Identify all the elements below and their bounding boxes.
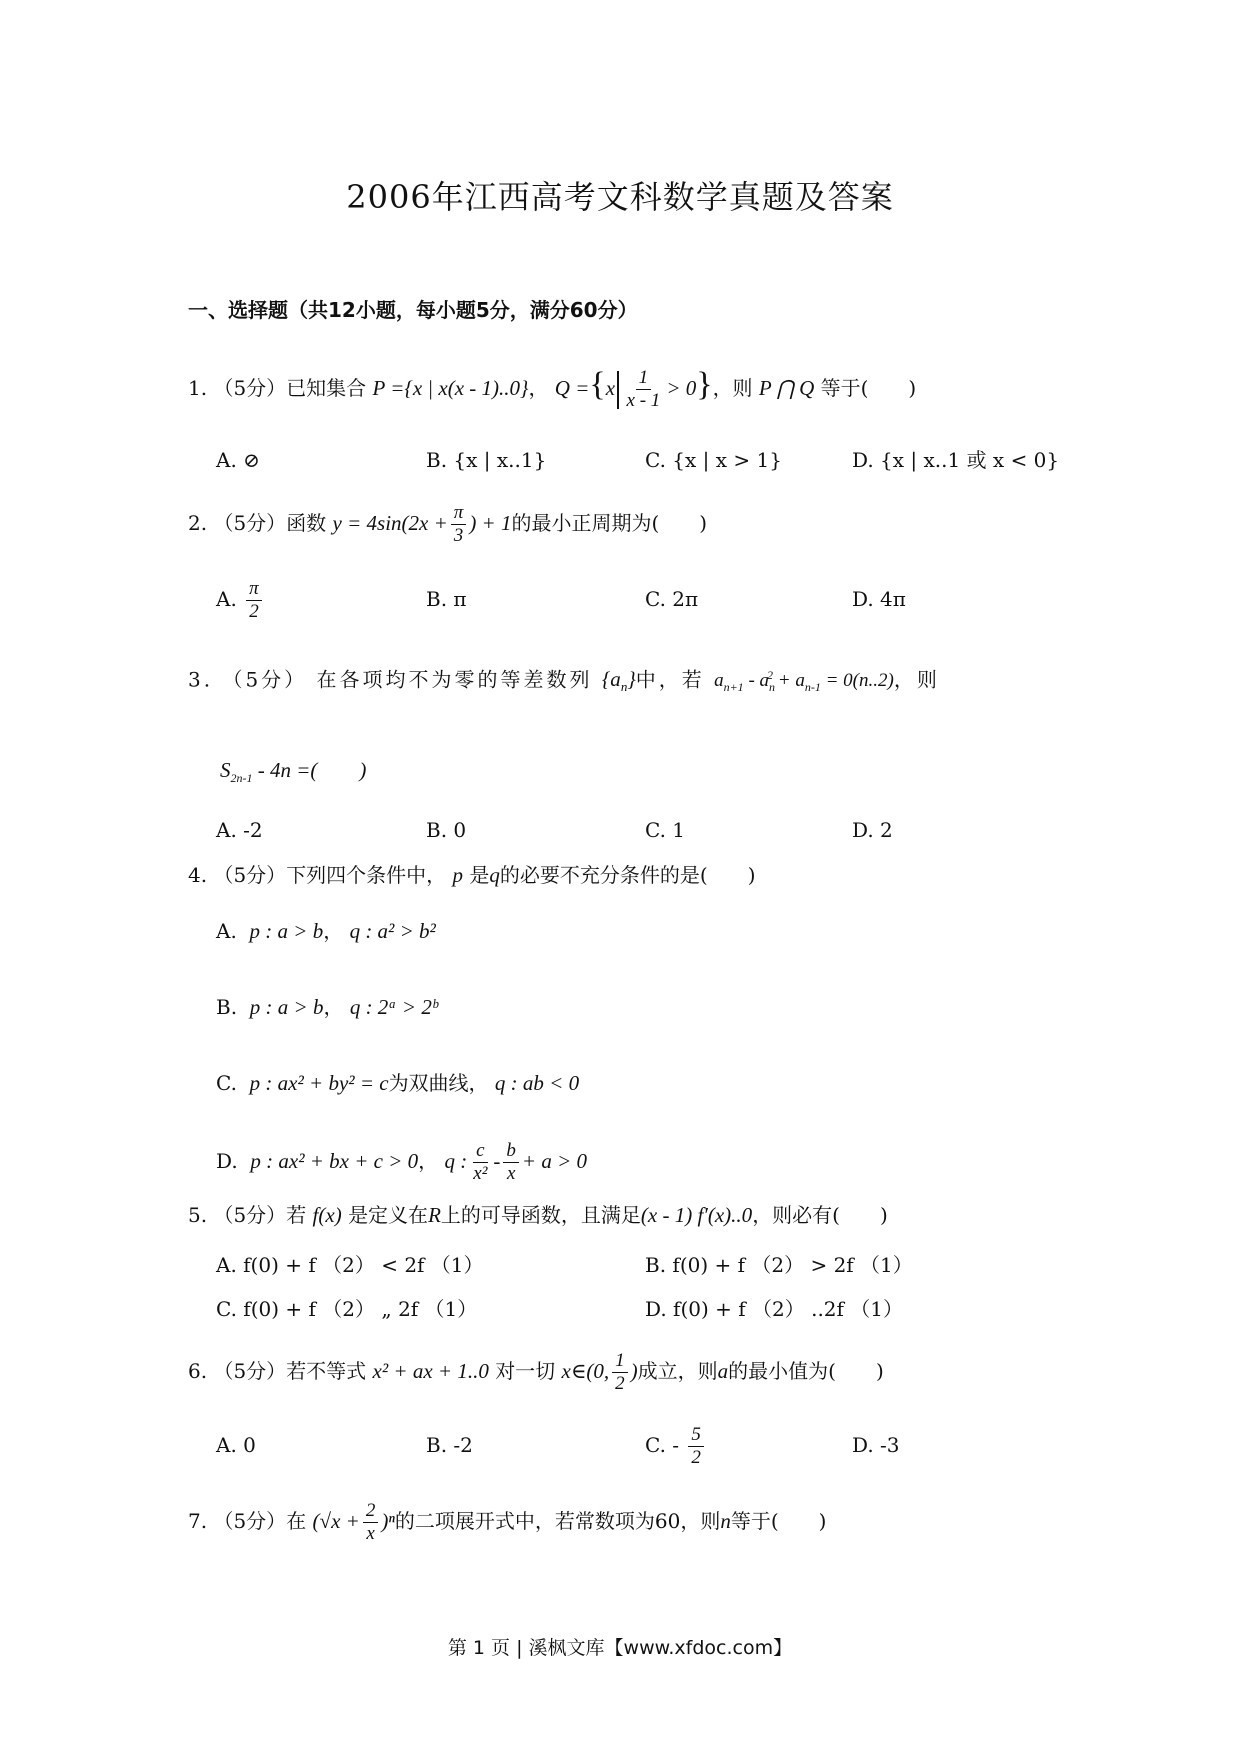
- question-3: 3. （5分） 在各项均不为零的等差数列 $\{a_n\}$中，若 $a_{n+1} - a_n^2 + a_{n-1} = 0(n..2)$，则: [188, 667, 940, 695]
- sequence-notation: $\{a_n\}$: [601, 667, 636, 695]
- option-b[interactable]: B. p : a > b， q : 2ᵃ > 2ᵇ: [216, 995, 438, 1019]
- option-d[interactable]: D. p : ax² + bx + c > 0， q : $\frac{c}{\text{x²}}$ - $\frac{b}{x}$ + a > 0: [216, 1140, 588, 1184]
- question-score: （5分）: [213, 863, 287, 887]
- option-a[interactable]: A. -2: [216, 818, 263, 842]
- page-footer: 第 1 页 | 溪枫文库【www.xfdoc.com】: [447, 1637, 793, 1659]
- question-score: （5分）: [222, 667, 308, 692]
- five-halves-fraction: $\frac{5}{2}$: [688, 1424, 704, 1469]
- separator: ，: [528, 376, 549, 400]
- option-a[interactable]: A. f(0) + f （2） < 2f （1）: [216, 1253, 484, 1277]
- question-text: 已知集合: [286, 376, 367, 400]
- question-number: 5.: [188, 1203, 208, 1227]
- option-c[interactable]: C. f(0) + f （2） „ 2f （1）: [216, 1297, 478, 1321]
- recurrence-expression: $a_{n+1} - a_n^2 + a_{n-1} = 0(n..2)$: [714, 668, 894, 695]
- option-a[interactable]: A. 0: [216, 1433, 256, 1457]
- option-c[interactable]: C. - $\frac{5}{2}$: [645, 1424, 707, 1469]
- option-d[interactable]: D. 2: [852, 818, 893, 842]
- question-score: （5分）: [213, 1359, 287, 1383]
- question-6: 6. （5分）若不等式 x² + ax + 1..0 对一切 x∈(0, $\frac{1}{2}$ )成立，则a的最小值为( ): [188, 1350, 884, 1394]
- option-b[interactable]: B. π: [426, 587, 467, 611]
- set-q-var: x: [605, 376, 616, 400]
- question-5: 5. （5分）若 f(x) 是定义在R上的可导函数，且满足(x - 1) f′(x)..0，则必有( ): [188, 1203, 888, 1227]
- question-number: 4.: [188, 863, 208, 887]
- question-number: 7.: [188, 1509, 208, 1533]
- option-c[interactable]: C. 2π: [645, 587, 699, 611]
- option-c[interactable]: C. 1: [645, 818, 686, 842]
- option-d[interactable]: D. -3: [852, 1433, 900, 1457]
- two-over-x-fraction: $\frac{2}{x}$: [363, 1500, 379, 1545]
- set-q-fraction: $\frac{1}{x - 1}$: [626, 367, 661, 411]
- document-title: 2006年江西高考文科数学真题及答案: [346, 178, 894, 216]
- question-number: 3.: [188, 667, 214, 692]
- option-b[interactable]: B. -2: [426, 1433, 473, 1457]
- option-b[interactable]: B. 0: [426, 818, 467, 842]
- question-1: 1. （5分）已知集合 P ={x | x(x - 1)..0}， Q ={x $\frac{1}{x - 1}$ > 0}，则 P ⋂ Q 等于( ): [188, 366, 917, 411]
- option-c[interactable]: C. {x | x > 1}: [645, 448, 782, 472]
- option-a[interactable]: A. p : a > b， q : a² > b²: [216, 919, 436, 943]
- question-7: 7. （5分）在 (√x + $\frac{2}{x}$ )ⁿ的二项展开式中，若常数项为60，则n等于( ): [188, 1500, 827, 1544]
- intersection-expression: P ⋂ Q: [758, 376, 815, 400]
- question-score: （5分）: [213, 1509, 287, 1533]
- question-number: 6.: [188, 1359, 208, 1383]
- section-heading: 一、选择题（共12小题，每小题5分，满分60分）: [188, 298, 638, 322]
- option-a[interactable]: A. ⊘: [216, 448, 260, 472]
- question-score: （5分）: [213, 1203, 287, 1227]
- question-number: 1.: [188, 376, 208, 400]
- question-number: 2.: [188, 511, 208, 535]
- question-score: （5分）: [213, 511, 287, 535]
- question-2: 2. （5分）函数 y = 4sin(2x + $\frac{\pi}{3}$ ) + 1的最小正周期为( ): [188, 502, 708, 546]
- question-3-line-2: $S_{2n-1} - 4n$ =( ): [220, 758, 367, 786]
- option-d[interactable]: D. {x | x..1 或 x < 0}: [852, 448, 1060, 472]
- pi-over-2-fraction: $\frac{\pi}{2}$: [246, 578, 262, 623]
- question-score: （5分）: [213, 376, 287, 400]
- option-b[interactable]: B. f(0) + f （2） > 2f （1）: [645, 1253, 913, 1277]
- question-4: 4. （5分）下列四个条件中， p 是q的必要不充分条件的是( ): [188, 863, 756, 887]
- option-d[interactable]: D. f(0) + f （2） ..2f （1）: [645, 1297, 904, 1321]
- option-c[interactable]: C. p : ax² + by² = c为双曲线， q : ab < 0: [216, 1071, 580, 1095]
- one-half-fraction: $\frac{1}{2}$: [612, 1350, 628, 1395]
- option-b[interactable]: B. {x | x..1}: [426, 448, 547, 472]
- set-p-expression: P ={x | x(x - 1)..0}: [372, 376, 529, 400]
- option-d[interactable]: D. 4π: [852, 587, 906, 611]
- option-a[interactable]: A. $\frac{\pi}{2}$: [216, 578, 265, 623]
- set-q-label: Q =: [554, 376, 590, 400]
- pi-over-3-fraction: $\frac{\pi}{3}$: [451, 502, 467, 547]
